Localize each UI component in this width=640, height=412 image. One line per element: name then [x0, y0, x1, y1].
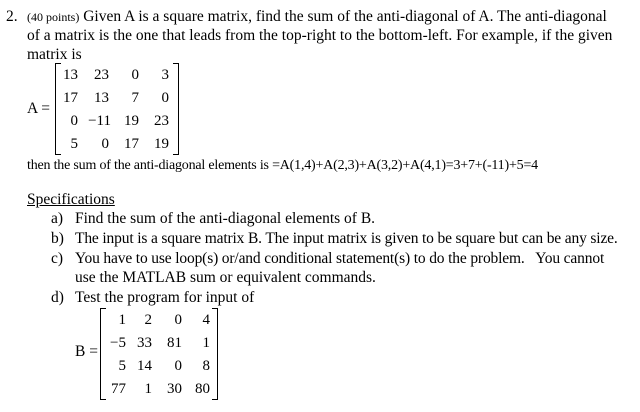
points-label: (40 points)	[27, 10, 80, 24]
matrix-b-cell: 0	[174, 358, 182, 374]
problem-intro-line-1	[27, 8, 607, 26]
matrix-b-right-bracket	[212, 308, 218, 400]
matrix-a-cell: 19	[154, 136, 169, 152]
intro-text-1: Given A is a square matrix, find the sum of the anti-diagonal of A. The anti-diagonal	[83, 8, 607, 25]
spec-item-c-text: You have to use loop(s) or/and conditional statement(s) to do the problem. You cannot	[75, 250, 605, 267]
spec-item-a-text: Find the sum of the anti-diagonal elements of B.	[75, 210, 376, 227]
matrix-b-cell: 1	[202, 335, 210, 351]
spec-item-a-marker: a)	[51, 210, 64, 227]
matrix-b-cell: 33	[137, 335, 152, 351]
matrix-b-cell: 5	[118, 358, 126, 374]
matrix-b-cell: 77	[111, 381, 126, 397]
matrix-a-cell: 23	[154, 113, 169, 129]
matrix-a-cell: 17	[124, 136, 139, 152]
matrix-b-cell: 0	[174, 312, 182, 328]
matrix-a-cell: 0	[101, 136, 109, 152]
matrix-a-cell: 5	[70, 136, 78, 152]
matrix-b	[100, 308, 218, 400]
spec-item-c-text-continued: use the MATLAB sum or equivalent commands.	[75, 269, 376, 286]
matrix-a-cell: 0	[70, 113, 78, 129]
matrix-a-cell: 23	[94, 67, 109, 83]
matrix-b-cell: 81	[167, 335, 182, 351]
matrix-a-cell: 7	[131, 90, 139, 106]
matrix-a-label: A =	[27, 100, 50, 117]
matrix-b-cell: 1	[118, 312, 126, 328]
matrix-b-cell: 14	[137, 358, 152, 374]
example-sum-text: then the sum of the anti-diagonal elements is =A(1,4)+A(2,3)+A(3,2)+A(4,1)=3+7+(-11)+5=4	[27, 158, 538, 173]
spec-item-b-marker: b)	[51, 230, 64, 247]
matrix-b-cell: −5	[110, 335, 126, 351]
spec-item-d-marker: d)	[51, 289, 64, 306]
problem-intro-line-3: matrix is	[27, 46, 82, 63]
matrix-a-cell: 17	[63, 90, 78, 106]
matrix-b-cell: 2	[144, 312, 152, 328]
matrix-b-cell: 4	[202, 312, 210, 328]
matrix-a-cell: 0	[161, 90, 169, 106]
matrix-b-cell: 1	[144, 381, 152, 397]
spec-item-b-text: The input is a square matrix B. The input matrix is given to be square but can be any size.	[75, 230, 618, 247]
matrix-a-cell: 13	[94, 90, 109, 106]
problem-number: 2.	[6, 8, 18, 25]
matrix-b-label: B =	[75, 343, 98, 360]
matrix-a-cell: 0	[131, 67, 139, 83]
matrix-a	[55, 63, 179, 155]
matrix-a-cell: −11	[88, 113, 111, 129]
matrix-b-cell: 8	[202, 358, 210, 374]
matrix-a-cell: 3	[161, 67, 169, 83]
matrix-a-cell: 13	[63, 67, 78, 83]
problem-intro-line-2: of a matrix is the one that leads from the top-right to the bottom-left. For example, if the given	[27, 27, 613, 44]
spec-item-c-marker: c)	[51, 250, 64, 267]
matrix-a-right-bracket	[173, 63, 179, 155]
spec-item-d-text: Test the program for input of	[75, 289, 255, 306]
specifications-heading: Specifications	[27, 191, 115, 208]
matrix-b-cell: 80	[195, 381, 210, 397]
matrix-a-cell: 19	[124, 113, 139, 129]
matrix-b-cell: 30	[167, 381, 182, 397]
